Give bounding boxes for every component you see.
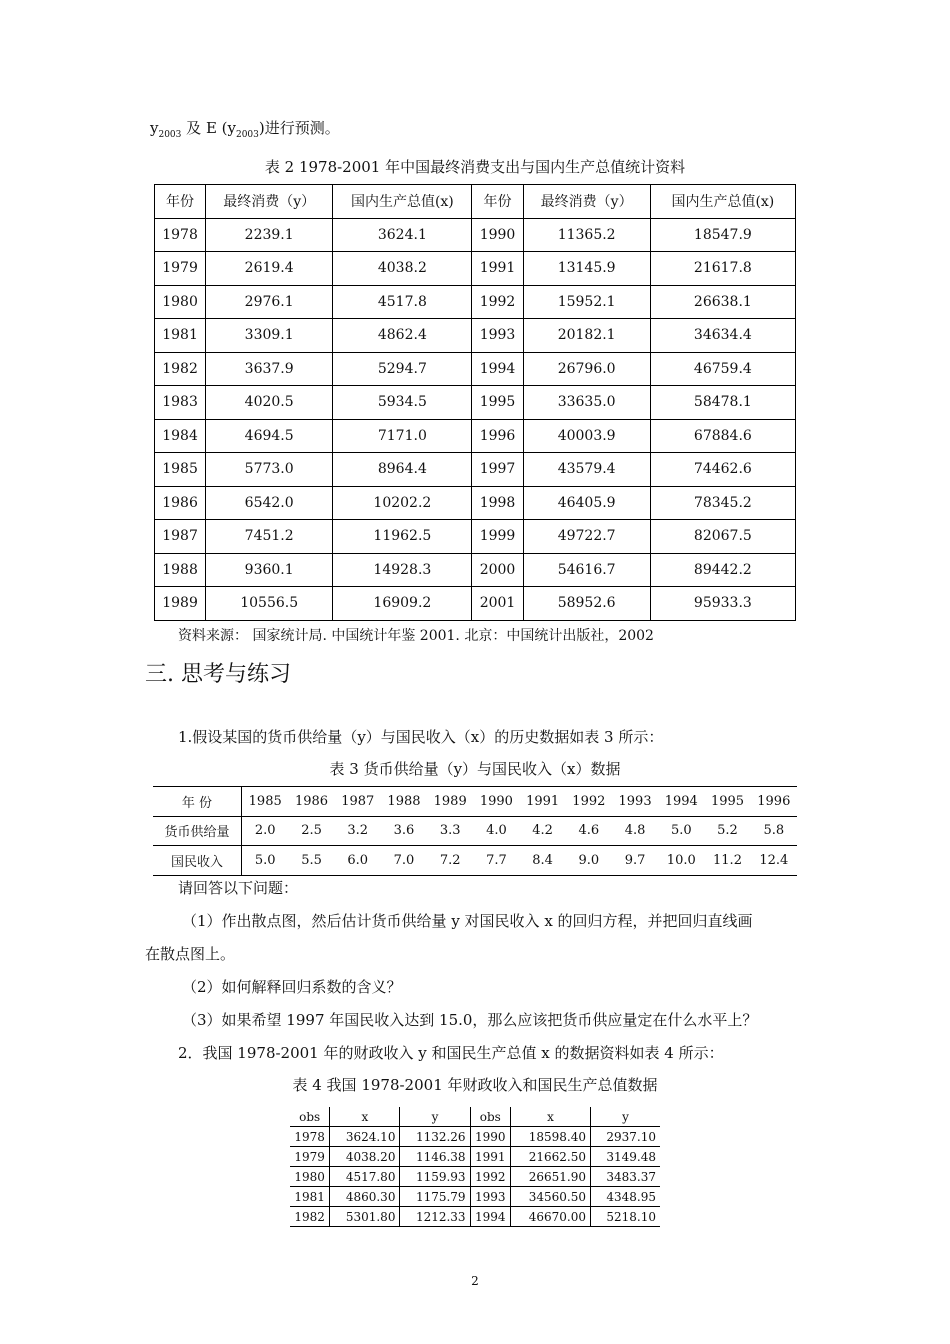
table2-header-cell: 最终消费（y） [206, 185, 333, 219]
table3-cell: 3.2 [335, 816, 381, 846]
section-title: 三. 思考与练习 [145, 662, 291, 687]
table4-row [290, 1127, 660, 1147]
intro-y: y [150, 119, 159, 137]
intro-tail: )进行预测。 [258, 119, 340, 137]
table2-row [155, 285, 796, 319]
table2-cell: 1990 [472, 218, 523, 252]
table3-row [153, 787, 797, 817]
table2-cell: 1993 [472, 319, 523, 353]
table4-header-cell: x [511, 1107, 591, 1127]
table2-cell: 58952.6 [523, 587, 650, 621]
table4-cell: 1994 [470, 1207, 510, 1227]
table2-cell: 26638.1 [650, 285, 795, 319]
table4-cell: 1978 [290, 1127, 330, 1147]
table3-cell: 1987 [341, 793, 375, 809]
table3-row-label: 货币供给量 [153, 816, 242, 846]
question-3: （3）如果希望 1997 年国民收入达到 15.0，那么应该把货币供应量定在什么水平上？ [182, 1011, 758, 1029]
table3-cell: 2.0 [242, 816, 289, 846]
table2-cell: 67884.6 [650, 419, 795, 453]
table2-cell: 5934.5 [333, 386, 472, 420]
table2-cell: 46405.9 [523, 486, 650, 520]
table2-cell: 14928.3 [333, 553, 472, 587]
table3-cell: 1990 [479, 793, 513, 809]
table2-cell: 33635.0 [523, 386, 650, 420]
table2-row [155, 419, 796, 453]
table4-row [290, 1187, 660, 1207]
table4-body [290, 1107, 660, 1227]
table2-cell: 3624.1 [333, 218, 472, 252]
table2-cell: 1978 [155, 218, 206, 252]
table3-caption: 表 3 货币供给量（y）与国民收入（x）数据 [329, 760, 621, 778]
question-2: （2）如何解释回归系数的含义？ [182, 978, 402, 996]
table3-cell: 4.2 [520, 816, 566, 846]
table4-header-cell: obs [470, 1107, 510, 1127]
table4-caption: 表 4 我国 1978-2001 年财政收入和国民生产总值数据 [292, 1076, 658, 1094]
table4-cell: 1980 [290, 1167, 330, 1187]
table4-cell: 1132.26 [400, 1127, 470, 1147]
table2-cell: 8964.4 [333, 453, 472, 487]
table4-header-cell: x [330, 1107, 400, 1127]
table2-cell: 21617.8 [650, 252, 795, 286]
page-number: 2 [471, 1274, 479, 1288]
table3-cell: 12.4 [751, 846, 797, 876]
table3-cell: 5.5 [288, 846, 334, 876]
table3-cell: 4.6 [566, 816, 612, 846]
table3-cell: 1996 [757, 793, 791, 809]
table2-cell: 1994 [472, 352, 523, 386]
intro-sub-2003b: 2003 [235, 130, 259, 140]
table2-row [155, 319, 796, 353]
table2-cell: 10556.5 [206, 587, 333, 621]
table2-cell: 5773.0 [206, 453, 333, 487]
table3-row-label: 国民收入 [153, 846, 242, 876]
table4-header-cell: y [590, 1107, 660, 1127]
table2-cell: 4862.4 [333, 319, 472, 353]
table2-cell: 40003.9 [523, 419, 650, 453]
question-1b: 在散点图上。 [145, 945, 236, 963]
table4-cell: 2937.10 [590, 1127, 660, 1147]
table2-cell: 2001 [472, 587, 523, 621]
table2-row [155, 218, 796, 252]
table4-cell: 4348.95 [590, 1187, 660, 1207]
table2-cell: 1982 [155, 352, 206, 386]
table4-cell: 21662.50 [511, 1147, 591, 1167]
table4-cell: 5218.10 [590, 1207, 660, 1227]
table2-cell: 1981 [155, 319, 206, 353]
table3-row [153, 816, 797, 846]
table4-cell: 26651.90 [511, 1167, 591, 1187]
table2-cell: 54616.7 [523, 553, 650, 587]
table2-cell: 1989 [155, 587, 206, 621]
table3-cell: 9.0 [566, 846, 612, 876]
table3-cell: 7.7 [473, 846, 519, 876]
intro-sub-2003: 2003 [158, 130, 182, 140]
table2-cell: 1998 [472, 486, 523, 520]
table2-cell: 4038.2 [333, 252, 472, 286]
table2-row [155, 453, 796, 487]
table3-row-label: 年 份 [153, 787, 242, 817]
table2-row [155, 386, 796, 420]
table4-cell: 1212.33 [400, 1207, 470, 1227]
table2-caption: 表 2 1978-2001 年中国最终消费支出与国内生产总值统计资料 [264, 158, 686, 176]
table2-cell: 58478.1 [650, 386, 795, 420]
table3-cell: 3.6 [381, 816, 427, 846]
table4-cell: 3149.48 [590, 1147, 660, 1167]
table3-cell: 1995 [710, 793, 745, 809]
question-4: 2．我国 1978-2001 年的财政收入 y 和国民生产总值 x 的数据资料如表 4 所示： [178, 1044, 724, 1062]
table2-cell: 78345.2 [650, 486, 795, 520]
table2-cell: 6542.0 [206, 486, 333, 520]
table2-cell: 2619.4 [206, 252, 333, 286]
table2-cell: 1996 [472, 419, 523, 453]
table4-cell: 1992 [470, 1167, 510, 1187]
table3-cell: 1989 [433, 793, 467, 809]
table3-cell: 5.2 [704, 816, 750, 846]
table2-cell: 11365.2 [523, 218, 650, 252]
table4-row [290, 1207, 660, 1227]
table3 [153, 786, 797, 876]
table2-cell: 2000 [472, 553, 523, 587]
table4-cell: 4038.20 [330, 1147, 400, 1167]
table2-cell: 46759.4 [650, 352, 795, 386]
table4-cell: 1175.79 [400, 1187, 470, 1207]
table2-cell: 11962.5 [333, 520, 472, 554]
table2-row [155, 520, 796, 554]
table3-cell: 4.8 [612, 816, 658, 846]
table3-cell: 3.3 [427, 816, 473, 846]
table4-header-row [290, 1107, 660, 1127]
table4-cell: 18598.40 [511, 1127, 591, 1147]
table2-row [155, 553, 796, 587]
table2-cell: 20182.1 [523, 319, 650, 353]
table2-cell: 10202.2 [333, 486, 472, 520]
table4-cell: 46670.00 [511, 1207, 591, 1227]
table3-row [153, 846, 797, 876]
table3-cell: 1986 [294, 793, 329, 809]
q1-intro: 1.假设某国的货币供给量（y）与国民收入（x）的历史数据如表 3 所示： [178, 728, 664, 746]
table4-header-cell: y [400, 1107, 470, 1127]
table2-body [155, 218, 796, 620]
table2-cell: 1979 [155, 252, 206, 286]
table3-cell: 1993 [618, 793, 652, 809]
table4-cell: 1979 [290, 1147, 330, 1167]
table4-cell: 34560.50 [511, 1187, 591, 1207]
table4-cell: 1991 [470, 1147, 510, 1167]
table2-row [155, 352, 796, 386]
table2-cell: 34634.4 [650, 319, 795, 353]
table4-cell: 1159.93 [400, 1167, 470, 1187]
table2-header-cell: 国内生产总值(x) [333, 185, 472, 219]
table3-cell: 5.0 [242, 846, 289, 876]
table4-cell: 1981 [290, 1187, 330, 1207]
question-1a: （1）作出散点图，然后估计货币供给量 y 对国民收入 x 的回归方程，并把回归直线画 [182, 912, 753, 930]
table4-cell: 4860.30 [330, 1187, 400, 1207]
table2-cell: 9360.1 [206, 553, 333, 587]
table3-cell: 7.0 [381, 846, 427, 876]
table4-cell: 1982 [290, 1207, 330, 1227]
table2-cell: 1984 [155, 419, 206, 453]
table3-cell: 4.0 [473, 816, 519, 846]
table2-header-cell: 年份 [155, 185, 206, 219]
table2 [154, 184, 796, 621]
table2-cell: 1985 [155, 453, 206, 487]
table2-header-row [155, 185, 796, 219]
table2-cell: 26796.0 [523, 352, 650, 386]
table4-cell: 3624.10 [330, 1127, 400, 1147]
table3-cell: 7.2 [427, 846, 473, 876]
table2-cell: 1987 [155, 520, 206, 554]
table2-cell: 95933.3 [650, 587, 795, 621]
table2-header-cell: 年份 [472, 185, 523, 219]
table4-header-cell: obs [290, 1107, 330, 1127]
questions-prompt: 请回答以下问题： [178, 879, 299, 897]
table4-cell: 1146.38 [400, 1147, 470, 1167]
table2-cell: 4694.5 [206, 419, 333, 453]
table2-cell: 2239.1 [206, 218, 333, 252]
table2-cell: 13145.9 [523, 252, 650, 286]
table2-cell: 82067.5 [650, 520, 795, 554]
table2-cell: 43579.4 [523, 453, 650, 487]
table4-cell: 1990 [470, 1127, 510, 1147]
table2-cell: 7451.2 [206, 520, 333, 554]
table3-cell: 1988 [387, 793, 421, 809]
table4-row [290, 1147, 660, 1167]
table2-cell: 89442.2 [650, 553, 795, 587]
table2-cell: 1980 [155, 285, 206, 319]
table4-cell: 1993 [470, 1187, 510, 1207]
intro-line [150, 117, 340, 140]
table2-cell: 4517.8 [333, 285, 472, 319]
table2-cell: 4020.5 [206, 386, 333, 420]
table4-cell: 3483.37 [590, 1167, 660, 1187]
table2-source: 资料来源： 国家统计局. 中国统计年鉴 2001. 北京：中国统计出版社，2002 [178, 628, 654, 644]
table2-cell: 2976.1 [206, 285, 333, 319]
table3-cell: 9.7 [612, 846, 658, 876]
table2-cell: 1995 [472, 386, 523, 420]
table2-header-cell: 国内生产总值(x) [650, 185, 795, 219]
table3-cell: 8.4 [520, 846, 566, 876]
table2-cell: 3309.1 [206, 319, 333, 353]
table2-cell: 3637.9 [206, 352, 333, 386]
table3-cell: 11.2 [704, 846, 750, 876]
table3-cell: 6.0 [335, 846, 381, 876]
table2-cell: 1988 [155, 553, 206, 587]
table2-cell: 7171.0 [333, 419, 472, 453]
table2-cell: 16909.2 [333, 587, 472, 621]
table3-cell: 1994 [664, 793, 698, 809]
table3-cell: 10.0 [658, 846, 704, 876]
table3-cell: 1985 [248, 793, 282, 809]
table2-cell: 1992 [472, 285, 523, 319]
table4-cell: 4517.80 [330, 1167, 400, 1187]
table2-cell: 1999 [472, 520, 523, 554]
table2-header-cell: 最终消费（y） [523, 185, 650, 219]
table2-cell: 5294.7 [333, 352, 472, 386]
table3-cell: 1991 [526, 793, 560, 809]
table2-cell: 1991 [472, 252, 523, 286]
table3-cell: 5.0 [658, 816, 704, 846]
table2-cell: 15952.1 [523, 285, 650, 319]
intro-mid: 及 E (y [186, 119, 236, 137]
table2-cell: 18547.9 [650, 218, 795, 252]
table2-cell: 74462.6 [650, 453, 795, 487]
table3-cell: 5.8 [751, 816, 797, 846]
table2-cell: 1986 [155, 486, 206, 520]
table2-cell: 1983 [155, 386, 206, 420]
table2-row [155, 587, 796, 621]
table4-row [290, 1167, 660, 1187]
table3-cell: 1992 [572, 793, 606, 809]
table3-body [153, 787, 797, 876]
table2-cell: 1997 [472, 453, 523, 487]
table4 [290, 1107, 660, 1227]
table2-row [155, 486, 796, 520]
table3-cell: 2.5 [288, 816, 334, 846]
table2-row [155, 252, 796, 286]
table2-cell: 49722.7 [523, 520, 650, 554]
table4-cell: 5301.80 [330, 1207, 400, 1227]
